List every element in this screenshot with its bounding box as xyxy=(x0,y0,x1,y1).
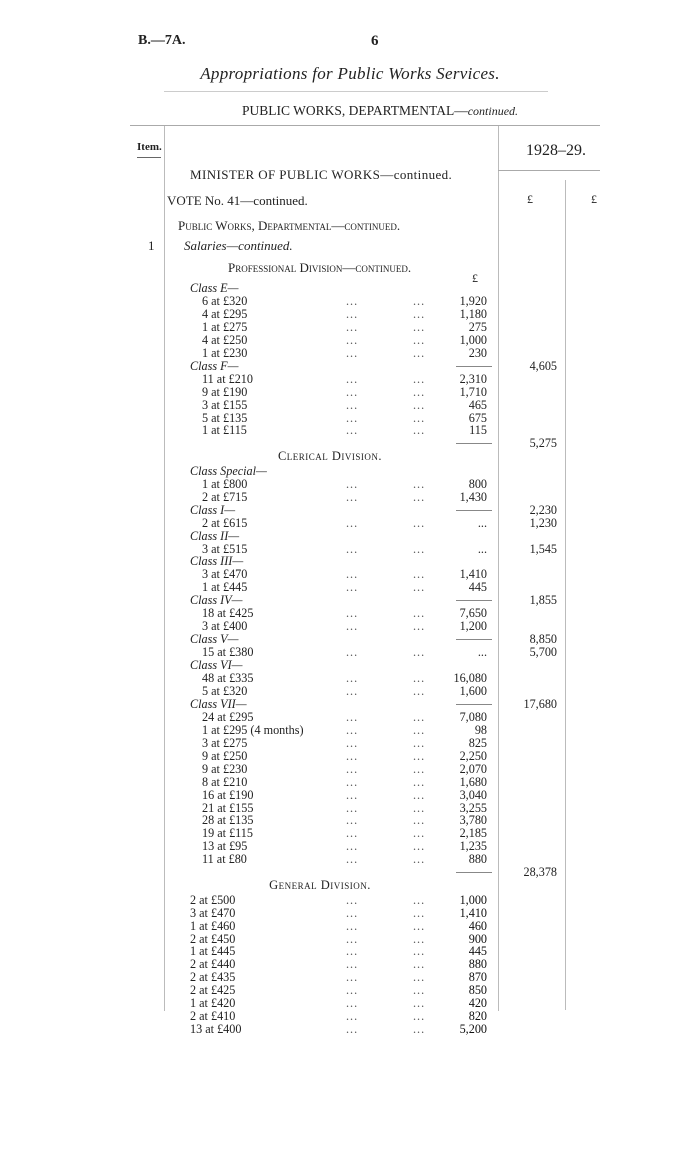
leader-dots: ... xyxy=(346,970,359,985)
row-amount: 880 xyxy=(468,852,487,867)
table-row xyxy=(0,920,700,933)
leader-dots: ... xyxy=(413,1009,426,1024)
row-amount: 820 xyxy=(468,1009,487,1024)
row-label: 2 at £715 xyxy=(202,489,248,504)
row-label: 3 at £470 xyxy=(190,905,236,920)
table-row xyxy=(0,750,700,763)
row-amount: 98 xyxy=(474,722,487,737)
row-amount: 7,080 xyxy=(459,709,487,724)
leader-dots: ... xyxy=(346,306,359,321)
class-label: Class I— xyxy=(190,502,236,517)
row-amount: 1,600 xyxy=(459,683,487,698)
row-label: 2 at £425 xyxy=(190,983,236,998)
leader-dots: ... xyxy=(346,371,359,386)
class-label: Class IV— xyxy=(190,593,243,608)
leader-dots: ... xyxy=(413,371,426,386)
leader-dots: ... xyxy=(346,774,359,789)
row-label: 19 at £115 xyxy=(202,826,253,841)
leader-dots: ... xyxy=(346,332,359,347)
row-amount: 2,250 xyxy=(459,748,487,763)
column-total: 28,378 xyxy=(523,865,557,880)
table-row xyxy=(0,334,700,347)
leader-dots: ... xyxy=(413,332,426,347)
year-column-header: 1928–29. xyxy=(526,142,586,159)
title-rule xyxy=(164,91,548,92)
column-total: 4,605 xyxy=(529,358,557,373)
row-amount: 16,080 xyxy=(453,671,487,685)
leader-dots: ... xyxy=(413,423,426,438)
row-amount: 445 xyxy=(468,580,487,595)
leader-dots: ... xyxy=(413,619,426,634)
row-label: 13 at £400 xyxy=(190,1022,242,1037)
row-amount: 2,310 xyxy=(459,371,487,386)
table-row xyxy=(0,581,700,594)
row-amount: ... xyxy=(477,541,487,556)
department-heading: Public Works, Departmental—continued. xyxy=(178,218,401,233)
row-label: 3 at £470 xyxy=(202,567,248,582)
leader-dots: ... xyxy=(413,541,426,556)
leader-dots: ... xyxy=(346,541,359,556)
leader-dots: ... xyxy=(413,918,426,933)
leader-dots: ... xyxy=(346,735,359,750)
table-row xyxy=(0,373,700,386)
table-row xyxy=(0,776,700,789)
column-total: 1,545 xyxy=(529,541,557,556)
row-label: 1 at £275 xyxy=(202,319,248,334)
row-amount: 1,410 xyxy=(459,905,487,920)
column-total: 1,230 xyxy=(529,515,557,530)
leader-dots: ... xyxy=(413,839,426,854)
leader-dots: ... xyxy=(346,423,359,438)
class-label: Class V— xyxy=(190,632,239,647)
leader-dots: ... xyxy=(346,839,359,854)
row-label: 9 at £250 xyxy=(202,748,248,763)
row-label: 1 at £445 xyxy=(190,944,236,959)
leader-dots: ... xyxy=(413,800,426,815)
row-label: 3 at £515 xyxy=(202,541,248,556)
row-amount: 900 xyxy=(468,931,487,946)
row-label: 3 at £275 xyxy=(202,735,248,750)
row-label: 3 at £155 xyxy=(202,397,248,412)
row-label: 5 at £135 xyxy=(202,410,248,425)
professional-division-heading: Professional Division—continued. xyxy=(228,260,412,275)
row-amount: 1,000 xyxy=(459,332,487,347)
sum-rule xyxy=(456,510,492,511)
pound-header-2: £ xyxy=(591,192,597,206)
sum-rule xyxy=(456,366,492,367)
leader-dots: ... xyxy=(346,709,359,724)
leader-dots: ... xyxy=(413,709,426,724)
sum-rule xyxy=(456,704,492,705)
leader-dots: ... xyxy=(413,580,426,595)
row-amount: 3,255 xyxy=(459,800,487,815)
leader-dots: ... xyxy=(413,970,426,985)
leader-dots: ... xyxy=(346,671,359,685)
leader-dots: ... xyxy=(346,319,359,334)
leader-dots: ... xyxy=(346,761,359,776)
row-amount: 7,650 xyxy=(459,606,487,621)
row-label: 1 at £460 xyxy=(190,918,236,933)
column-total: 5,275 xyxy=(529,436,557,451)
row-amount: 3,040 xyxy=(459,787,487,802)
row-amount: 850 xyxy=(468,983,487,998)
row-amount: 2,185 xyxy=(459,826,487,841)
row-amount: 230 xyxy=(468,345,487,360)
row-amount: 1,430 xyxy=(459,489,487,504)
row-amount: 1,000 xyxy=(459,892,487,907)
sum-rule xyxy=(456,872,492,873)
leader-dots: ... xyxy=(346,918,359,933)
pound-header-1: £ xyxy=(527,192,533,206)
row-label: 6 at £320 xyxy=(202,293,248,308)
leader-dots: ... xyxy=(413,931,426,946)
leader-dots: ... xyxy=(413,515,426,530)
row-label: 1 at £445 xyxy=(202,580,248,595)
leader-dots: ... xyxy=(346,397,359,412)
column-total: 8,850 xyxy=(529,632,557,647)
table-row xyxy=(0,543,700,556)
row-label: 5 at £320 xyxy=(202,683,248,698)
row-label: 8 at £210 xyxy=(202,774,248,789)
leader-dots: ... xyxy=(413,606,426,621)
leader-dots: ... xyxy=(346,410,359,425)
row-label: 2 at £450 xyxy=(190,931,236,946)
sum-rule xyxy=(456,639,492,640)
row-amount: 2,070 xyxy=(459,761,487,776)
sum-rule xyxy=(456,600,492,601)
table-row xyxy=(0,853,700,866)
leader-dots: ... xyxy=(346,1022,359,1037)
class-row xyxy=(0,360,700,373)
leader-dots: ... xyxy=(413,683,426,698)
leader-dots: ... xyxy=(413,774,426,789)
row-amount: 800 xyxy=(468,476,487,491)
class-row xyxy=(0,504,700,517)
leader-dots: ... xyxy=(413,489,426,504)
leader-dots: ... xyxy=(346,1009,359,1024)
table-row xyxy=(0,478,700,491)
leader-dots: ... xyxy=(346,813,359,828)
leader-dots: ... xyxy=(346,826,359,841)
class-row xyxy=(0,465,700,478)
leader-dots: ... xyxy=(413,983,426,998)
leader-dots: ... xyxy=(346,515,359,530)
sum-rule xyxy=(456,443,492,444)
division-heading-row xyxy=(0,879,700,892)
table-row xyxy=(0,517,700,530)
leader-dots: ... xyxy=(413,384,426,399)
leader-dots: ... xyxy=(346,489,359,504)
row-label: 2 at £500 xyxy=(190,892,236,907)
row-amount: ... xyxy=(477,645,487,660)
row-label: 1 at £295 (4 months) xyxy=(202,722,304,737)
row-label: 2 at £435 xyxy=(190,970,236,985)
table-row xyxy=(0,789,700,802)
row-amount: 465 xyxy=(468,397,487,412)
row-label: 13 at £95 xyxy=(202,839,248,854)
leader-dots: ... xyxy=(413,761,426,776)
vote-heading: VOTE No. 41—continued. xyxy=(167,193,308,208)
row-label: 4 at £250 xyxy=(202,332,248,347)
class-label: Class E— xyxy=(190,281,239,295)
row-label: 1 at £420 xyxy=(190,996,236,1011)
table-row xyxy=(0,737,700,750)
table-row xyxy=(0,399,700,412)
leader-dots: ... xyxy=(346,580,359,595)
leader-dots: ... xyxy=(413,735,426,750)
division-heading: Clerical Division. xyxy=(277,449,383,464)
row-label: 2 at £410 xyxy=(190,1009,236,1024)
table-top-rule xyxy=(130,125,600,126)
leader-dots: ... xyxy=(346,683,359,698)
row-label: 9 at £190 xyxy=(202,384,248,399)
table-row xyxy=(0,1023,700,1036)
leader-dots: ... xyxy=(413,748,426,763)
leader-dots: ... xyxy=(346,787,359,802)
row-label: 11 at £80 xyxy=(202,852,247,867)
column-total: 17,680 xyxy=(523,696,557,711)
class-label: Class VII— xyxy=(190,696,247,711)
row-label: 4 at £295 xyxy=(202,306,248,321)
row-amount: 445 xyxy=(468,944,487,959)
leader-dots: ... xyxy=(346,748,359,763)
leader-dots: ... xyxy=(413,852,426,867)
table-row xyxy=(0,386,700,399)
table-row xyxy=(0,424,700,437)
table-row xyxy=(0,321,700,334)
leader-dots: ... xyxy=(413,722,426,737)
row-amount: 275 xyxy=(468,319,487,334)
row-label: 1 at £230 xyxy=(202,345,248,360)
table-row xyxy=(0,646,700,659)
leader-dots: ... xyxy=(346,645,359,660)
table-row xyxy=(0,894,700,907)
table-row xyxy=(0,685,700,698)
leader-dots: ... xyxy=(346,852,359,867)
table-row xyxy=(0,620,700,633)
row-amount: 1,235 xyxy=(459,839,487,854)
leader-dots: ... xyxy=(346,996,359,1011)
year-header-rule xyxy=(498,170,600,171)
row-label: 18 at £425 xyxy=(202,606,254,621)
row-amount: 420 xyxy=(468,996,487,1011)
leader-dots: ... xyxy=(413,293,426,308)
leader-dots: ... xyxy=(346,944,359,959)
class-row xyxy=(0,698,700,711)
leader-dots: ... xyxy=(413,476,426,491)
ministry-heading: MINISTER OF PUBLIC WORKS—continued. xyxy=(190,167,453,182)
leader-dots: ... xyxy=(413,905,426,920)
row-amount: ... xyxy=(477,515,487,530)
leader-dots: ... xyxy=(346,293,359,308)
division-heading-row xyxy=(0,450,700,463)
row-label: 2 at £440 xyxy=(190,957,236,972)
row-amount: 1,710 xyxy=(459,384,487,399)
leader-dots: ... xyxy=(346,931,359,946)
leader-dots: ... xyxy=(413,319,426,334)
class-label: Class VI— xyxy=(190,658,243,673)
table-row xyxy=(0,724,700,737)
class-row xyxy=(0,530,700,543)
class-label: Class Special— xyxy=(190,463,267,478)
leader-dots: ... xyxy=(413,306,426,321)
table-row xyxy=(0,491,700,504)
class-label: Class III— xyxy=(190,554,244,569)
row-amount: 1,680 xyxy=(459,774,487,789)
row-amount: 1,180 xyxy=(459,306,487,321)
row-label: 11 at £210 xyxy=(202,371,253,386)
column-total: 5,700 xyxy=(529,645,557,660)
leader-dots: ... xyxy=(346,905,359,920)
salaries-heading: Salaries—continued. xyxy=(184,238,293,253)
leader-dots: ... xyxy=(346,384,359,399)
row-label: 3 at £400 xyxy=(202,619,248,634)
row-amount: 115 xyxy=(469,423,487,438)
leader-dots: ... xyxy=(346,957,359,972)
division-heading: General Division. xyxy=(269,878,371,893)
row-label: 15 at £380 xyxy=(202,645,254,660)
row-amount: 675 xyxy=(468,410,487,425)
leader-dots: ... xyxy=(413,345,426,360)
row-amount: 1,200 xyxy=(459,619,487,634)
table-row xyxy=(0,347,700,360)
leader-dots: ... xyxy=(413,787,426,802)
leader-dots: ... xyxy=(346,606,359,621)
subtitle-main: PUBLIC WORKS, DEPARTMENTAL— xyxy=(241,103,468,118)
leader-dots: ... xyxy=(346,619,359,634)
row-amount: 870 xyxy=(468,970,487,985)
table-row xyxy=(0,711,700,724)
leader-dots: ... xyxy=(346,983,359,998)
row-label: 16 at £190 xyxy=(202,787,254,802)
column-total: 2,230 xyxy=(529,502,557,517)
leader-dots: ... xyxy=(413,944,426,959)
row-amount: 825 xyxy=(468,735,487,750)
table-row xyxy=(0,907,700,920)
row-amount: 460 xyxy=(468,918,487,933)
table-row xyxy=(0,308,700,321)
row-amount: 3,780 xyxy=(459,813,487,828)
leader-dots: ... xyxy=(413,645,426,660)
section-subtitle xyxy=(0,103,700,119)
leader-dots: ... xyxy=(346,476,359,491)
row-label: 24 at £295 xyxy=(202,709,254,724)
row-label: 48 at £335 xyxy=(202,671,254,685)
row-amount: 1,410 xyxy=(459,567,487,582)
leader-dots: ... xyxy=(413,826,426,841)
leader-dots: ... xyxy=(413,996,426,1011)
row-amount: 880 xyxy=(468,957,487,972)
table-row xyxy=(0,763,700,776)
leader-dots: ... xyxy=(413,1022,426,1037)
row-label: 21 at £155 xyxy=(202,800,254,815)
leader-dots: ... xyxy=(346,567,359,582)
leader-dots: ... xyxy=(413,671,426,685)
leader-dots: ... xyxy=(413,397,426,412)
row-amount: 1,920 xyxy=(459,293,487,308)
row-label: 9 at £230 xyxy=(202,761,248,776)
row-label: 28 at £135 xyxy=(202,813,254,828)
leader-dots: ... xyxy=(346,345,359,360)
amount-pound-sign: £ xyxy=(472,271,478,285)
row-amount: 5,200 xyxy=(459,1022,487,1037)
row-label: 2 at £615 xyxy=(202,515,248,530)
leader-dots: ... xyxy=(413,410,426,425)
table-row xyxy=(0,295,700,308)
page-number: 6 xyxy=(371,33,379,49)
column-total: 1,855 xyxy=(529,593,557,608)
leader-dots: ... xyxy=(413,567,426,582)
subtitle-continued: continued. xyxy=(467,104,519,118)
row-label: 1 at £115 xyxy=(202,423,247,438)
leader-dots: ... xyxy=(346,722,359,737)
row-label: 1 at £800 xyxy=(202,476,248,491)
class-label: Class F— xyxy=(190,358,239,373)
item-header-rule xyxy=(137,157,161,158)
leader-dots: ... xyxy=(413,813,426,828)
leader-dots: ... xyxy=(346,800,359,815)
leader-dots: ... xyxy=(413,892,426,907)
item-number: 1 xyxy=(148,238,155,253)
page-title: Appropriations for Public Works Services. xyxy=(200,64,500,83)
item-column-header: Item. xyxy=(137,141,162,153)
document-code: B.—7A. xyxy=(138,33,186,48)
leader-dots: ... xyxy=(413,957,426,972)
class-label: Class II— xyxy=(190,528,240,543)
leader-dots: ... xyxy=(346,892,359,907)
